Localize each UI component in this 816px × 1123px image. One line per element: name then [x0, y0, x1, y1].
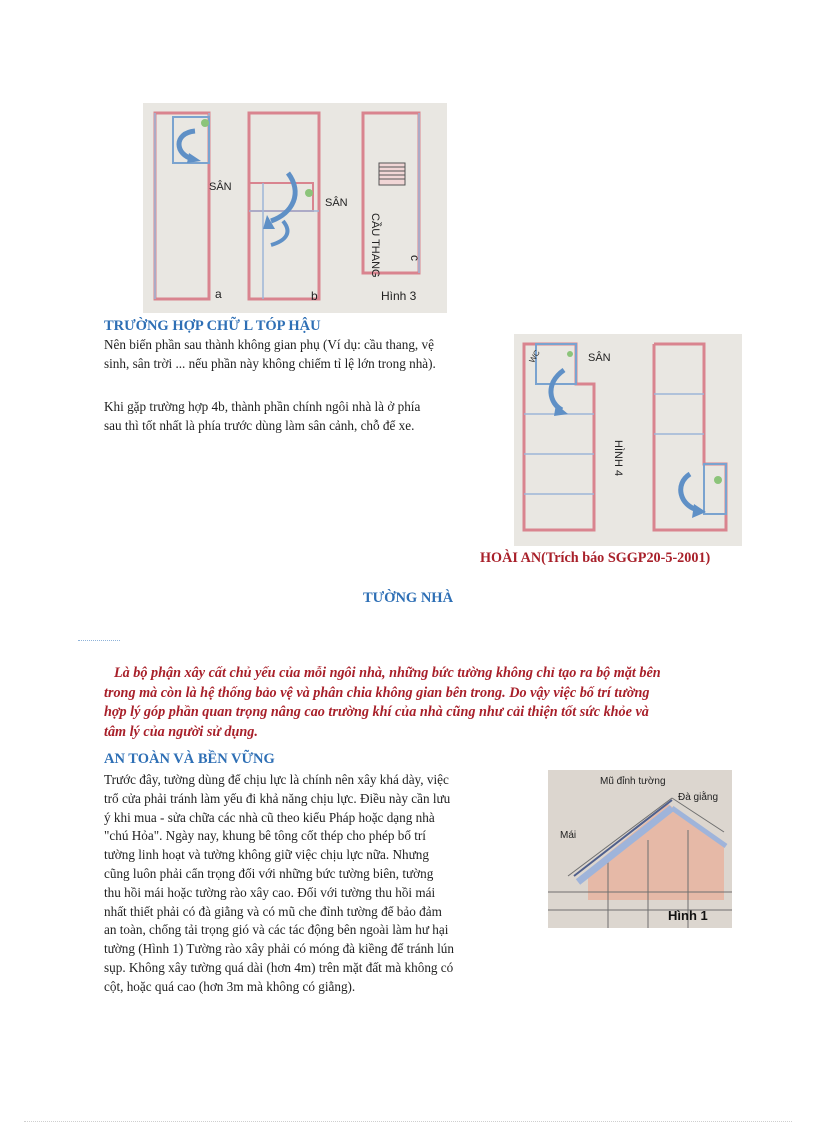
- paragraph-line: thu hồi mái hoặc tường rào xây cao. Đối với tường thu hồi mái: [104, 884, 436, 900]
- paragraph-line: "chú Hỏa". Ngày nay, khung bê tông cốt thép cho phép bố trí: [104, 828, 426, 844]
- figure-3-floorplans: [143, 103, 447, 313]
- section-heading-l-shape: TRƯỜNG HỢP CHỮ L TÓP HẬU: [104, 318, 321, 334]
- paragraph-line: Khi gặp trường hợp 4b, thành phần chính ngôi nhà là ở phía: [104, 399, 421, 414]
- intro-line: trong mà còn là hệ thống bảo vệ và phân chia không gian bên trong. Do vậy việc bố trí tường: [104, 684, 650, 701]
- paragraph-line: Trước đây, tường dùng để chịu lực là chính nên xây khá dày, việc: [104, 772, 449, 787]
- figure-4-floorplans: [514, 334, 742, 546]
- figure-3-drawing: [143, 103, 447, 313]
- paragraph-line: cột, hoặc quá cao (hơn 3m mà không có giằng).: [104, 978, 356, 994]
- paragraph-line: sinh, sân trời ... nếu phần này không chiếm tỉ lệ lớn trong nhà).: [104, 355, 436, 371]
- section2-paragraph: [104, 771, 528, 997]
- paragraph-line: tường linh hoạt và tường không giữ việc chịu lực nữa. Nhưng: [104, 847, 429, 863]
- paragraph-line: an toàn, chống tải trọng gió và các tác động bên ngoài làm hư hại: [104, 922, 449, 938]
- figure-4-caption: HÌNH 4: [612, 440, 624, 477]
- intro-line: Là bộ phận xây cất chủ yếu của mỗi ngôi nhà, những bức tường không chỉ tạo ra bộ mặt bên: [114, 665, 661, 681]
- intro-paragraph: [104, 664, 744, 742]
- figure-1-label-cap: Mũ đỉnh tường: [600, 776, 666, 787]
- article-credit: HOÀI AN(Trích báo SGGP20-5-2001): [480, 550, 711, 566]
- paragraph-line: nhất thiết phải có đà giằng và có mũ che đỉnh tường để bảo đảm: [104, 903, 442, 919]
- figure-4-wc-tag: WC: [527, 348, 542, 365]
- page-bottom-divider: [24, 1121, 792, 1122]
- intro-line: hợp lý góp phần quan trọng nâng cao trường khí của nhà cũng như cải thiện tốt sức khỏe và: [104, 704, 649, 720]
- figure-1-label-roof: Mái: [560, 830, 577, 841]
- figure-3-san-a: SÂN: [209, 181, 232, 193]
- section1-paragraph-2: [104, 398, 504, 436]
- figure-1-roof-wall: [548, 770, 732, 928]
- figure-3-label-c: c: [408, 255, 422, 261]
- intro-line: tâm lý của người sử dụng.: [104, 723, 258, 740]
- figure-3-label-b: b: [311, 289, 318, 303]
- figure-3-label-a: a: [215, 287, 222, 301]
- paragraph-line: cũng luôn phải cẩn trọng đối với những bức tường biên, tường: [104, 865, 434, 881]
- paragraph-line: trổ cửa phải tránh làm yếu đi khả năng chịu lực. Điều này cần lưu: [104, 790, 451, 806]
- section-heading-safety: AN TOÀN VÀ BỀN VỮNG: [104, 751, 275, 767]
- figure-1-caption: Hình 1: [668, 908, 708, 923]
- paragraph-line: sụp. Không xây tường quá dài (hơn 4m) trên mặt đất mà không có: [104, 959, 454, 975]
- paragraph-line: ý khi mua - sửa chữa các nhà cũ theo kiểu Pháp hoặc dạng nhà: [104, 809, 435, 825]
- article-title: TƯỜNG NHÀ: [362, 590, 454, 606]
- figure-3-san-b: SÂN: [325, 197, 348, 209]
- figure-3-caption: Hình 3: [381, 289, 417, 303]
- section1-paragraph-1: [104, 336, 504, 374]
- dotted-divider: [78, 640, 120, 641]
- paragraph-line: Nên biến phần sau thành không gian phụ (Ví dụ: cầu thang, vệ: [104, 337, 434, 352]
- figure-3-stair-label: CẦU THANG: [369, 213, 381, 278]
- figure-1-label-beam: Đà giằng: [678, 792, 719, 803]
- paragraph-line: tường (Hình 1) Tường rào xây phải có móng đà kiềng để tránh lún: [104, 941, 454, 957]
- figure-4-san: SÂN: [588, 352, 611, 364]
- paragraph-line: sau thì tốt nhất là phía trước dùng làm sân cảnh, chỗ để xe.: [104, 417, 415, 433]
- figure-4-drawing: [514, 334, 742, 546]
